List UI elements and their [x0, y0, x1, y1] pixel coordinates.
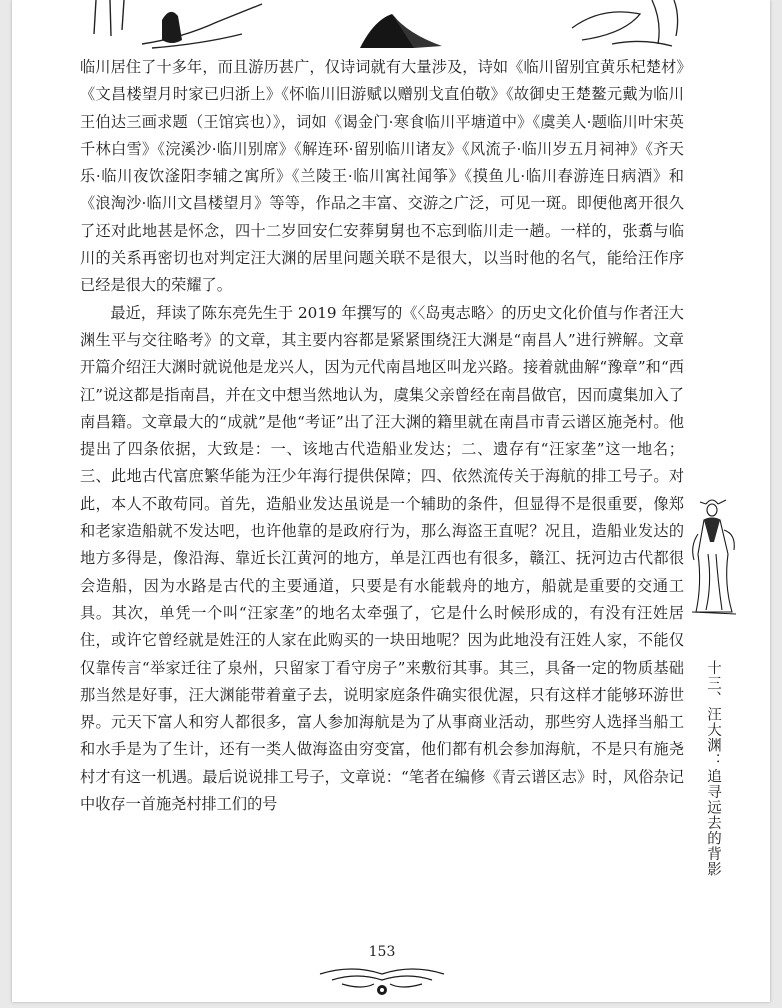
header-illustration: [12, 0, 770, 52]
book-page: [12, 0, 770, 1002]
page-number: 153: [368, 944, 396, 960]
footer-ornament: [312, 960, 452, 1000]
paragraph-1: 临川居住了十多年，而且游历甚广，仅诗词就有大量涉及，诗如《临川留别宜黄乐杞楚材》《文昌楼望月时家已归浙上》《怀临川旧游赋以赠别戈直伯敬》《故御史王楚鳌元戴为临川王伯达三画求题（王馆宾也）》，词如《谒金门·寒食临川平塘道中》《虞美人·题临川叶宋英千林白雪》《浣溪沙·临川别席》《解连环·留别临川诸友》《风流子·临川岁五月祠神》《齐天乐·临川夜饮滏阳李辅之寓所》《兰陵王·临川寓社闻筝》《摸鱼儿·临川春游连日病酒》和《浪淘沙·临川文昌楼望月》等等，作品之丰富、交游之广泛，可见一斑。即便他离开很久了还对此地甚是怀念，四十二岁回安仁安葬舅舅也不忘到临川走一趟。一样的，张翥与临川的关系再密切也对判定汪大渊的居里问题关联不是很大，以当时他的名气，能给汪作序已经是很大的荣耀了。: [80, 58, 684, 295]
chapter-side-title: 十三、汪大渊：追寻远去的背影: [705, 660, 721, 877]
scholar-figure-illustration: [684, 494, 740, 620]
paragraph-2: 最近，拜读了陈东亮先生于 2019 年撰写的《〈岛夷志略〉的历史文化价值与作者汪大渊生平与交往略考》的文章，其主要内容都是紧紧围绕汪大渊是“南昌人”进行辨解。文章开篇介绍汪大渊时就说他是龙兴人，因为元代南昌地区叫龙兴路。接着就曲解“豫章”和“西江”说这都是指南昌，并在文中想当然地认为，虞集父亲曾经在南昌做官，因而虞集加入了南昌籍。文章最大的“成就”是他“考证”出了汪大渊的籍里就在南昌市青云谱区施尧村。他提出了四条依据，大致是：一、该地古代造船业发达；二、遗存有“汪家垄”这一地名；三、此地古代富庶繁华能为汪少年海行提供保障；四、依然流传关于海航的排工号子。对此，本人不敢苟同。首先，造船业发达虽说是一个辅助的条件，但显得不是很重要，像郑和老家造船就不发达吧，也许他靠的是政府行为，那么海盗王直呢？况且，造船业发达的地方多得是，像沿海、靠近长江黄河的地方，单是江西也有很多，赣江、抚河边古代都很会造船，因为水路是古代的主要通道，只要是有水能载舟的地方，船就是重要的交通工具。其次，单凭一个叫“汪家垄”的地名太牵强了，它是什么时候形成的，有没有汪姓居住，或许它曾经就是姓汪的人家在此购买的一块田地呢？因为此地没有汪姓人家，不能仅仅靠传言“举家迁往了泉州，只留家丁看守房子”来敷衍其事。其三，具备一定的物质基础那当然是好事，汪大渊能带着童子去，说明家庭条件确实很优渥，只有这样才能够环游世界。元天下富人和穷人都很多，富人参加海航是为了从事商业活动，那些穷人选择当船工和水手是为了生计，还有一类人做海盗由穷变富，他们都有机会参加海航，不是只有施尧村才有这一机遇。最后说说排工号子，文章说：“笔者在编修《青云谱区志》时，风俗杂记中收存一首施尧村排工们的号: [80, 303, 684, 814]
body-text: [80, 54, 684, 818]
